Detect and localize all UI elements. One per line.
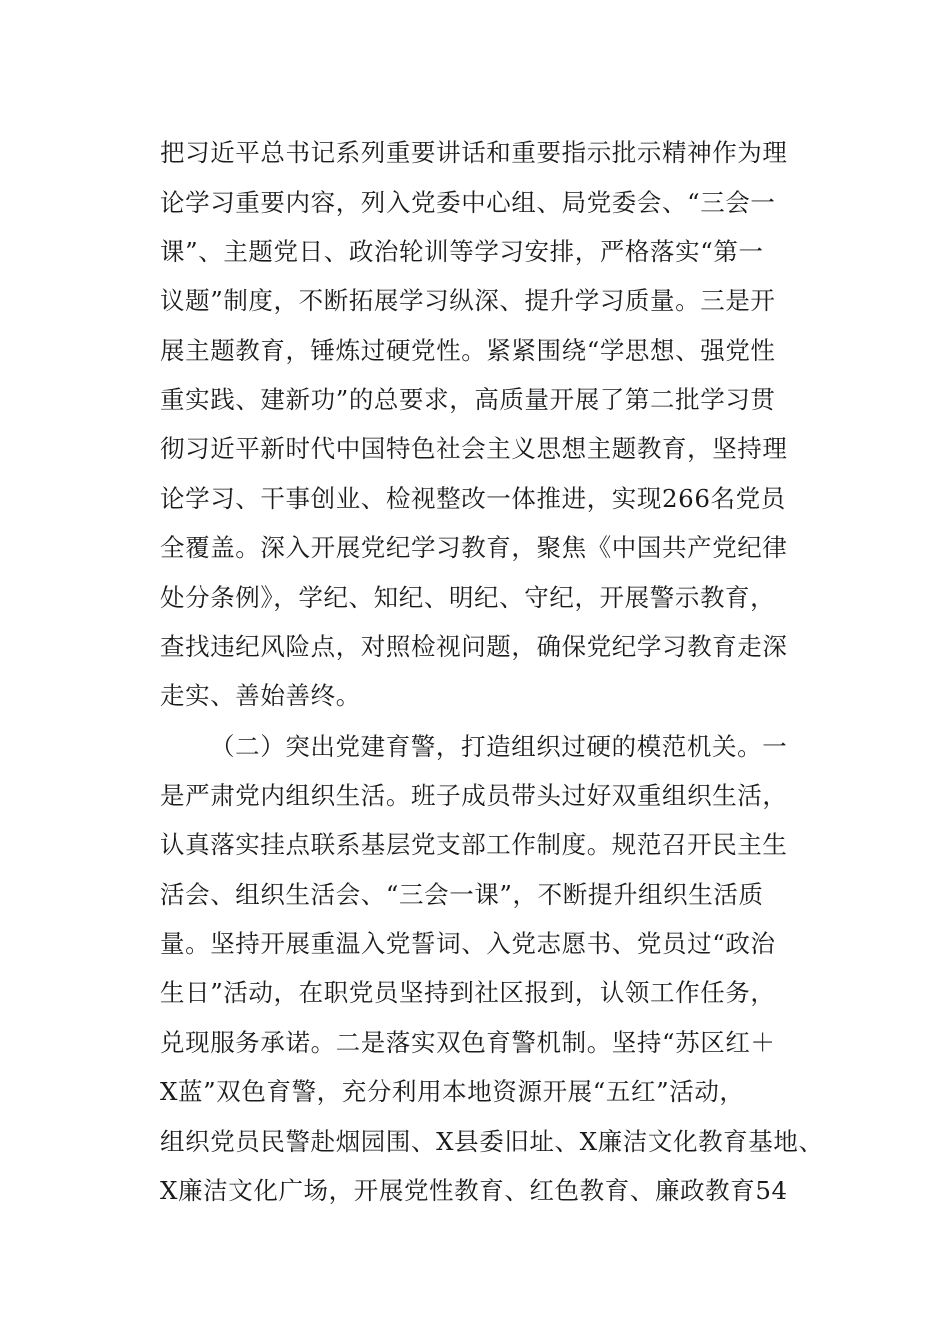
text-line: 兑现服务承诺。二是落实双色育警机制。坚持“苏区红＋ — [160, 1028, 776, 1057]
text-line: 全覆盖。深入开展党纪学习教育，聚焦《中国共产党纪律 — [160, 533, 788, 562]
text-line: 彻习近平新时代中国特色社会主义思想主题教育，坚持理 — [160, 434, 788, 463]
text-line: 走实、善始善终。 — [160, 681, 361, 710]
text-line: 生日”活动，在职党员坚持到社区报到，认领工作任务， — [160, 978, 776, 1007]
text-line: 论学习、干事创业、检视整改一体推进，实现266名党员 — [160, 484, 786, 513]
text-line: 论学习重要内容，列入党委中心组、局党委会、“三会一 — [160, 188, 776, 217]
text-line: 重实践、建新功”的总要求，高质量开展了第二批学习贯 — [160, 385, 776, 414]
text-line: 认真落实挂点联系基层党支部工作制度。规范召开民主生 — [160, 830, 788, 859]
text-line: 展主题教育，锤炼过硬党性。紧紧围绕“学思想、强党性 — [160, 336, 776, 365]
text-line: 查找违纪风险点，对照检视问题，确保党纪学习教育走深 — [160, 632, 788, 661]
text-line: 组织党员民警赴烟园围、X县委旧址、X廉洁文化教育基地、 — [160, 1127, 824, 1156]
text-line: 活会、组织生活会、“三会一课”，不断提升组织生活质 — [160, 880, 764, 909]
text-line: 把习近平总书记系列重要讲话和重要指示批示精神作为理 — [160, 138, 788, 167]
text-line: X廉洁文化广场，开展党性教育、红色教育、廉政教育54 — [160, 1176, 788, 1205]
text-line: X蓝”双色育警，充分利用本地资源开展“五红”活动， — [160, 1077, 745, 1106]
text-line: 量。坚持开展重温入党誓词、入党志愿书、党员过“政治 — [160, 929, 776, 958]
text-line: 是严肃党内组织生活。班子成员带头过好双重组织生活， — [160, 781, 788, 810]
paragraph-first-line: （二）突出党建育警，打造组织过硬的模范机关。一 — [210, 732, 788, 761]
text-line: 课”、主题党日、政治轮训等学习安排，严格落实“第一 — [160, 237, 764, 266]
text-line: 议题”制度，不断拓展学习纵深、提升学习质量。三是开 — [160, 286, 776, 315]
text-line: 处分条例》，学纪、知纪、明纪、守纪，开展警示教育， — [160, 583, 776, 612]
